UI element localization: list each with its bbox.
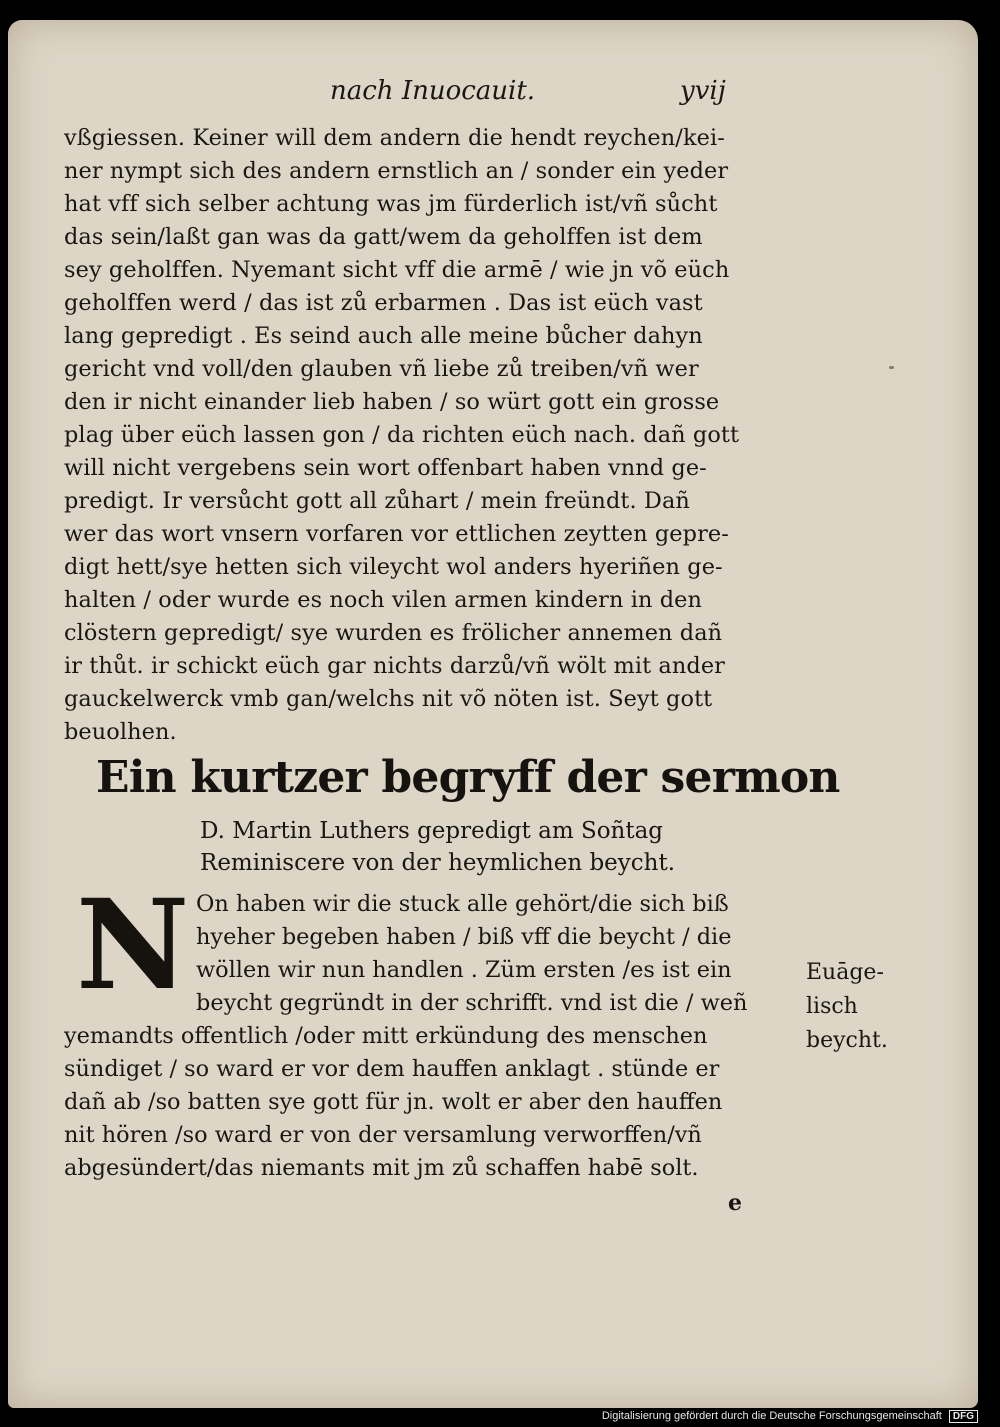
text-line: gauckelwerck vmb gan/welchs nit võ nöten ist. Seyt gott xyxy=(64,686,713,712)
paragraph-1 xyxy=(64,122,804,749)
text-line: beuolhen. xyxy=(64,719,177,745)
marginal-note xyxy=(806,956,888,1058)
folio-number: yvij xyxy=(680,76,726,106)
subtitle-line-1: D. Martin Luthers gepredigt am Soñtag xyxy=(200,818,664,844)
text-line: clöstern gepredigt/ sye wurden es frölicher annemen dañ xyxy=(64,620,723,646)
text-line: wer das wort vnsern vorfaren vor ettlichen zeytten gepre- xyxy=(64,521,729,547)
dfg-logo: DFG xyxy=(949,1410,978,1423)
page-header xyxy=(0,76,1000,116)
credit-text: Digitalisierung gefördert durch die Deutsche Forschungsgemeinschaft xyxy=(601,1410,942,1422)
text-line: hyeher begeben haben / biß vff die beycht / die xyxy=(196,924,732,950)
text-line: On haben wir die stuck alle gehört/die sich biß xyxy=(196,891,729,917)
text-line: halten / oder wurde es noch vilen armen kindern in den xyxy=(64,587,703,613)
text-line: gericht vnd voll/den glauben vñ liebe zů treiben/vñ wer xyxy=(64,356,699,382)
text-line: lang gepredigt . Es seind auch alle meine bůcher dahyn xyxy=(64,323,703,349)
text-line: ner nympt sich des andern ernstlich an / sonder ein yeder xyxy=(64,158,729,184)
text-line: den ir nicht einander lieb haben / so würt gott ein grosse xyxy=(64,389,720,415)
text-line: das sein/laßt gan was da gatt/wem da geholffen ist dem xyxy=(64,224,703,250)
text-line: plag über eüch lassen gon / da richten eüch nach. dañ gott xyxy=(64,422,740,448)
running-head: nach Inuocauit. xyxy=(330,76,536,106)
catchword: e xyxy=(728,1190,742,1216)
text-line: will nicht vergebens sein wort offenbart haben vnnd ge- xyxy=(64,455,707,481)
text-line: nit hören /so ward er von der versamlung verworffen/vñ xyxy=(64,1122,702,1148)
text-line: geholffen werd / das ist zů erbarmen . Das ist eüch vast xyxy=(64,290,703,316)
text-line: digt hett/sye hetten sich vileycht wol anders hyeriñen ge- xyxy=(64,554,723,580)
subtitle-line-2: Reminiscere von der heymlichen beycht. xyxy=(200,850,676,876)
text-line: predigt. Ir versůcht gott all zůhart / mein freündt. Dañ xyxy=(64,488,690,514)
text-line: sey geholffen. Nyemant sicht vff die armē / wie jn võ eüch xyxy=(64,257,730,283)
text-line: hat vff sich selber achtung was jm fürderlich ist/vñ sůcht xyxy=(64,191,718,217)
paragraph-2 xyxy=(64,888,824,1185)
ink-speck xyxy=(889,366,894,369)
digitization-credit xyxy=(602,1410,978,1423)
text-line: abgesündert/das niemants mit jm zů schaffen habē solt. xyxy=(64,1155,699,1181)
text-line: yemandts offentlich /oder mitt erkündung des menschen xyxy=(64,1023,708,1049)
text-line: beycht gegründt in der schrifft. vnd ist die / weñ xyxy=(196,990,748,1016)
marginal-note-line: beycht. xyxy=(806,1028,888,1053)
section-heading: Ein kurtzer begryff der sermon xyxy=(96,752,840,803)
text-line: wöllen wir nun handlen . Züm ersten /es ist ein xyxy=(196,957,732,983)
text-line: dañ ab /so batten sye gott für jn. wolt er aber den hauffen xyxy=(64,1089,723,1115)
text-line: ir thůt. ir schickt eüch gar nichts darzů/vñ wölt mit ander xyxy=(64,653,725,679)
drop-cap-initial: N xyxy=(76,873,190,1018)
text-line: sündiget / so ward er vor dem hauffen anklagt . stünde er xyxy=(64,1056,720,1082)
text-line: vßgiessen. Keiner will dem andern die hendt reychen/kei- xyxy=(64,125,725,151)
marginal-note-line: Euāge- xyxy=(806,960,884,985)
marginal-note-line: lisch xyxy=(806,994,858,1019)
